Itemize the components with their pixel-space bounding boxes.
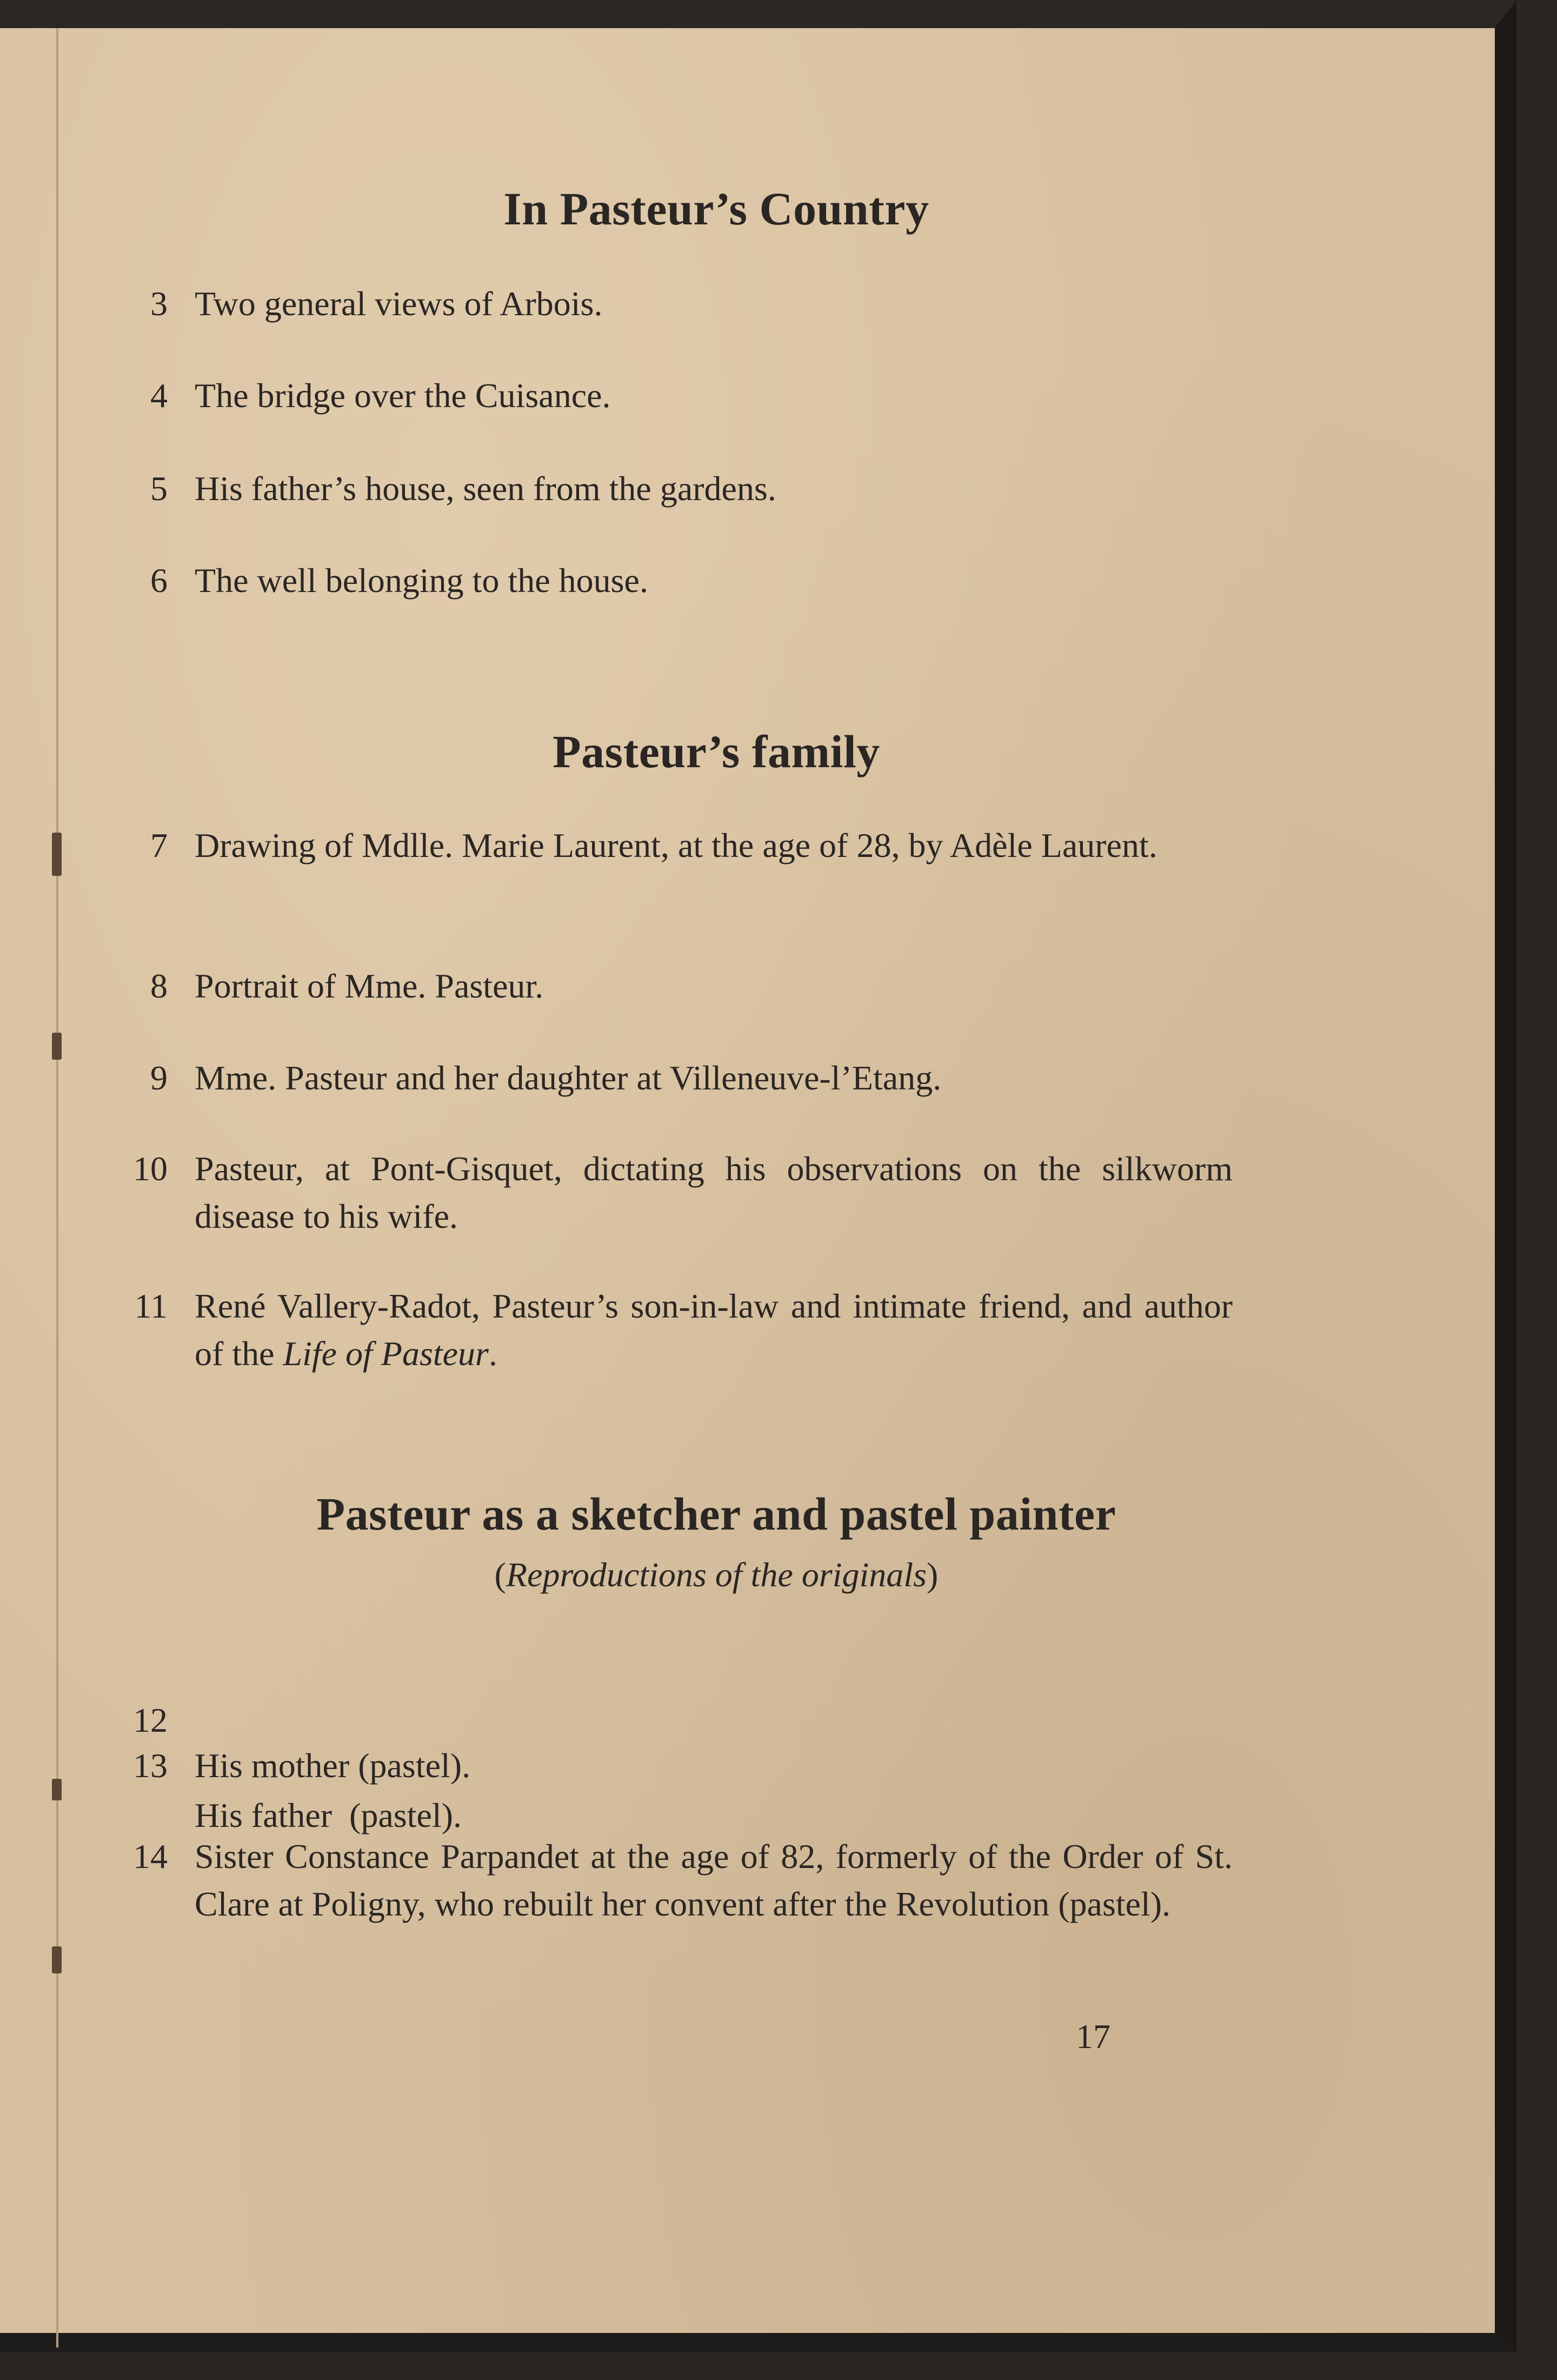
list-item [150,962,1233,1010]
subheading-close-paren: ) [927,1555,939,1594]
item-text: The bridge over the Cuisance. [195,376,611,415]
item-number: 11 [134,1287,168,1325]
item-text [195,1282,1233,1378]
item-text: Pasteur, at Pont-Gisquet, dictating his observations on the silkworm disease to his wife. [195,1149,1233,1235]
item-text: His father’s house, seen from the gardens. [195,469,776,508]
binding-stitch [52,1033,62,1060]
item-text: Two general views of Arbois. [195,284,603,323]
item-number: 14 [133,1837,168,1876]
binding-stitch [52,1946,62,1973]
item-text-start: René Vallery-Radot, Pasteur’s son-in-law and intimate friend, and author of the [195,1287,1233,1373]
list-item [150,372,1233,420]
list-item [150,557,1233,604]
subheading-open-paren: ( [494,1555,506,1594]
item-number: 13 [133,1746,168,1785]
section-subheading [0,1555,1433,1595]
item-number: 12 [133,1701,168,1739]
item-text: His mother (pastel). [195,1746,471,1785]
section-heading-sketcher-pastel-painter: Pasteur as a sketcher and pastel painter [316,1488,1116,1540]
item-number: 7 [150,826,168,865]
section-heading-pasteurs-country: In Pasteur’s Country [503,183,929,235]
item-text-end: . [488,1334,497,1373]
list-item [150,1054,1233,1102]
item-text: The well belonging to the house. [195,561,648,600]
binding-stitch [52,1779,62,1800]
list-item [134,1282,1233,1378]
item-text: Mme. Pasteur and her daughter at Villeneuve-l’Etang. [195,1059,942,1097]
item-number: 6 [150,561,168,600]
list-item [150,465,1233,513]
item-number: 10 [133,1149,168,1188]
item-number: 8 [150,967,168,1005]
item-text: Portrait of Mme. Pasteur. [195,967,544,1005]
item-number: 3 [150,284,168,323]
list-item [150,822,1233,869]
item-number: 9 [150,1059,168,1097]
item-text: His father (pastel). [195,1796,462,1834]
page-fold [56,28,58,2348]
binding-stitch [52,833,62,876]
item-number: 5 [150,469,168,508]
book-title: Life of Pasteur [283,1334,489,1373]
item-text: Sister Constance Parpandet at the age of 82, formerly of the Order of St. Clare at Poligny, who rebuilt her convent after the Revolution (pastel). [195,1837,1233,1923]
list-item [133,1742,1233,1790]
item-text: Drawing of Mdlle. Marie Laurent, at the age of 28, by Adèle Laurent. [195,826,1157,865]
list-item [133,1833,1233,1928]
list-item [133,1145,1233,1240]
list-item [150,280,1233,328]
page-number: 17 [1076,2017,1110,2056]
section-heading-pasteurs-family: Pasteur’s family [553,726,880,777]
subheading-text: Reproductions of the originals [505,1555,927,1594]
item-number: 4 [150,376,168,415]
